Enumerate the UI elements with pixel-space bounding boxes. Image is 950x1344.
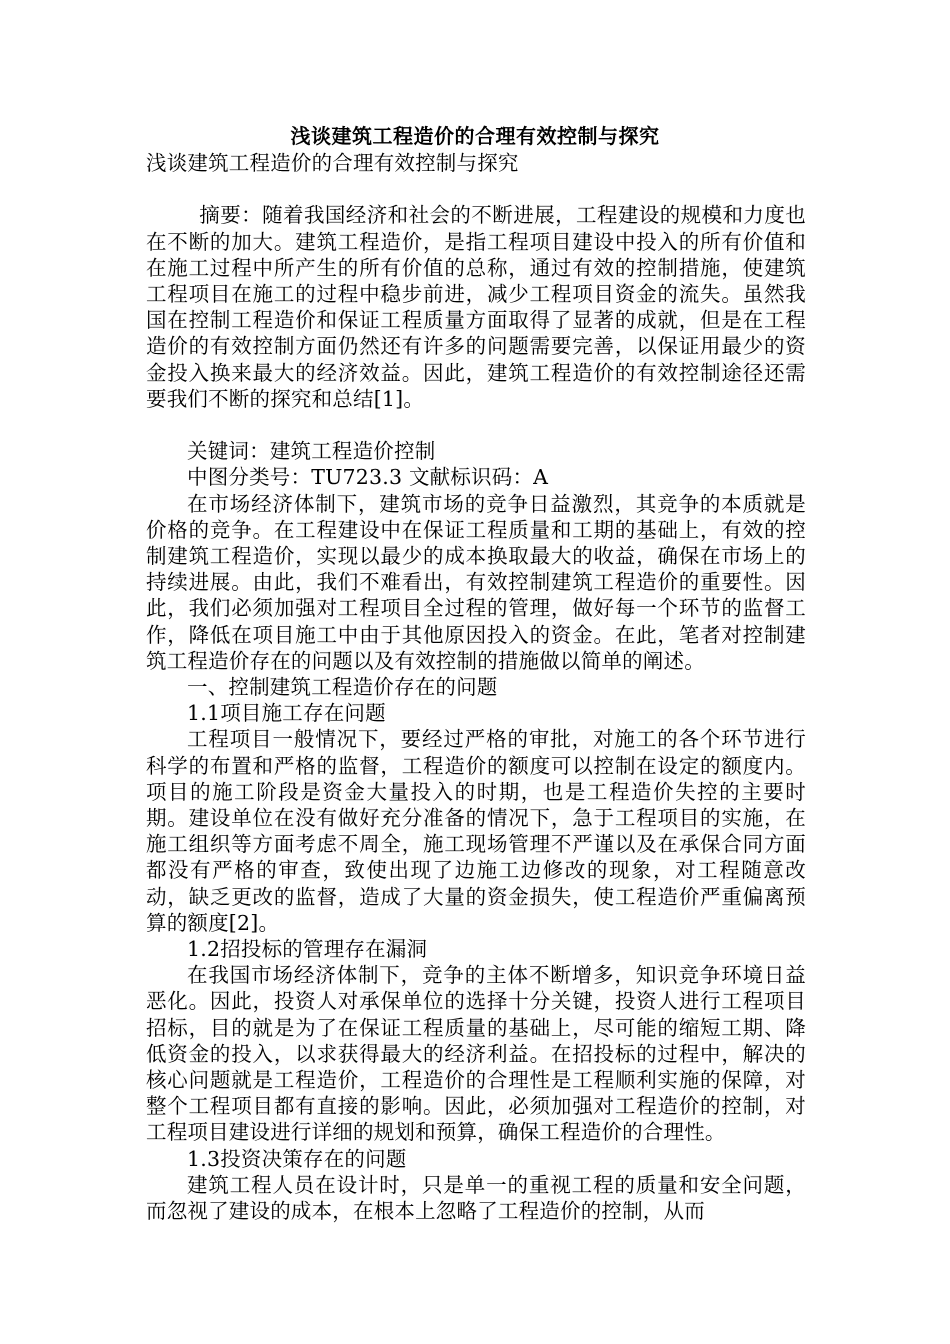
blank-line [146, 176, 806, 202]
abstract-paragraph: 摘要：随着我国经济和社会的不断进展，工程建设的规模和力度也在不断的加大。建筑工程造价，是指工程项目建设中投入的所有价值和在施工过程中所产生的所有价值的总称，通过有效的控制措施，使建筑工程项目在施工的过程中稳步前进，减少工程项目资金的流失。虽然我国在控制工程造价和保证工程质量方面取得了显著的成就，但是在工程造价的有效控制方面仍然还有许多的问题需要完善，以保证用最少的资金投入换来最大的经济效益。因此，建筑工程造价的有效控制途径还需要我们不断的探究和总结[1]。 [146, 203, 806, 411]
document-subtitle: 浅谈建筑工程造价的合理有效控制与探究 [146, 151, 519, 175]
document-body [146, 150, 806, 1224]
intro-paragraph: 在市场经济体制下，建筑市场的竞争日益激烈，其竞争的本质就是价格的竞争。在工程建设中在保证工程质量和工期的基础上，有效的控制建筑工程造价，实现以最少的成本换取最大的收益，确保在市场上的持续进展。由此，我们不难看出，有效控制建筑工程造价的重要性。因此，我们必须加强对工程项目全过程的管理，做好每一个环节的监督工作，降低在项目施工中由于其他原因投入的资金。在此，笔者对控制建筑工程造价存在的问题以及有效控制的措施做以简单的阐述。 [146, 491, 806, 673]
body-paragraph: 在我国市场经济体制下，竞争的主体不断增多，知识竞争环境日益恶化。因此，投资人对承保单位的选择十分关键，投资人进行工程项目招标，目的就是为了在保证工程质量的基础上，尽可能的缩短工期、降低资金的投入，以求获得最大的经济利益。在招投标的过程中，解决的核心问题就是工程造价，工程造价的合理性是工程顺利实施的保障，对整个工程项目都有直接的影响。因此，必须加强对工程造价的控制，对工程项目建设进行详细的规划和预算，确保工程造价的合理性。 [146, 963, 806, 1145]
subsection-heading: 1.1项目施工存在问题 [187, 701, 386, 726]
subsection-heading: 1.2招投标的管理存在漏洞 [187, 937, 428, 962]
classification-line: 中图分类号：TU723.3 文献标识码：A [187, 465, 549, 490]
body-paragraph: 建筑工程人员在设计时，只是单一的重视工程的质量和安全问题，而忽视了建设的成本，在根本上忽略了工程造价的控制，从而 [146, 1172, 806, 1224]
subsection-heading: 1.3投资决策存在的问题 [187, 1146, 407, 1171]
section-heading: 一、控制建筑工程造价存在的问题 [187, 675, 498, 700]
body-paragraph: 工程项目一般情况下，要经过严格的审批，对施工的各个环节进行科学的布置和严格的监督，工程造价的额度可以控制在设定的额度内。项目的施工阶段是资金大量投入的时期，也是工程造价失控的主要时期。建设单位在没有做好充分准备的情况下，急于工程项目的实施，在施工组织等方面考虑不周全，施工现场管理不严谨以及在承保合同方面都没有严格的审查，致使出现了边施工边修改的现象，对工程随意改动，缺乏更改的监督，造成了大量的资金损失，使工程造价严重偏离预算的额度[2]。 [146, 727, 806, 935]
keywords-line: 关键词：建筑工程造价控制 [187, 439, 436, 464]
document-title: 浅谈建筑工程造价的合理有效控制与探究 [290, 124, 660, 148]
blank-line [146, 412, 806, 438]
